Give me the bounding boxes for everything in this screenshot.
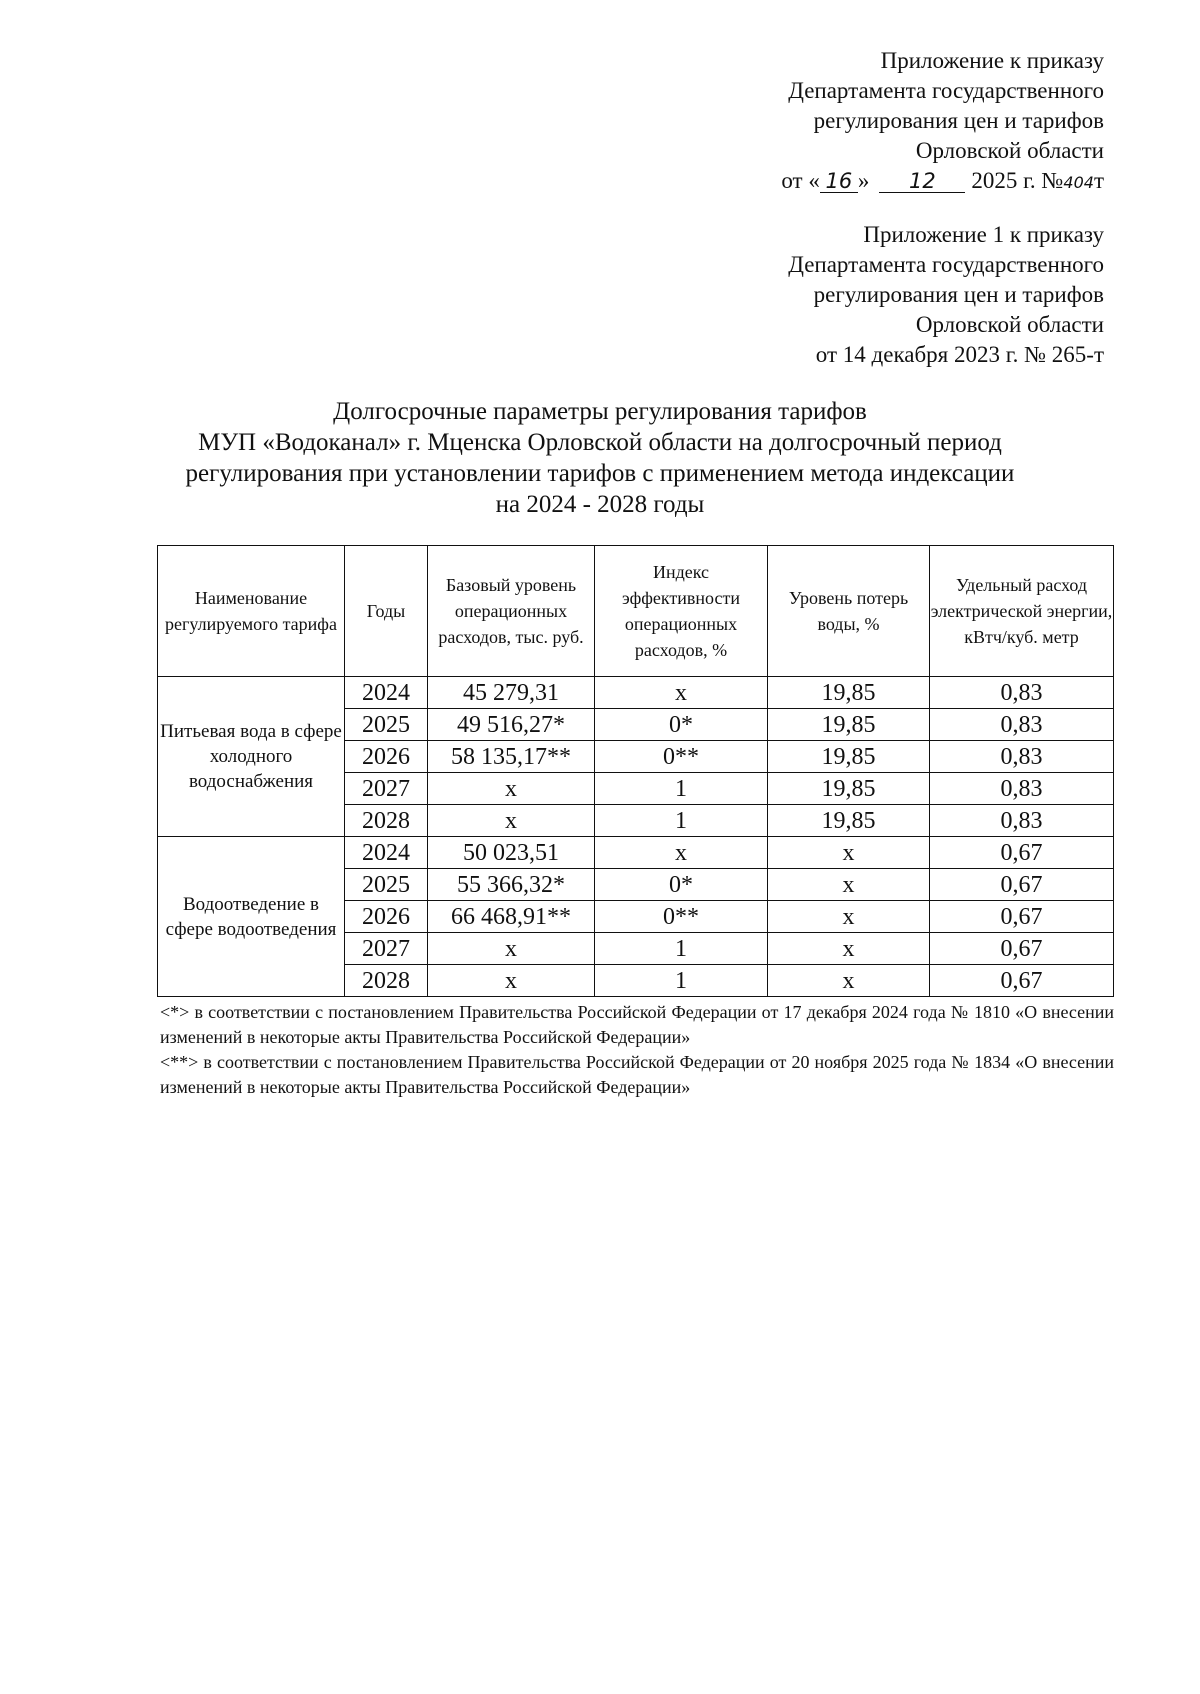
index-cell: х: [595, 677, 768, 709]
energy-cell: 0,67: [930, 837, 1114, 869]
header-energy-consumption: Удельный расход электрической энергии, кВтч/куб. метр: [930, 546, 1114, 677]
year-cell: 2024: [345, 837, 428, 869]
approval-line: Орловской области: [915, 138, 1104, 163]
date-prefix: от «: [781, 168, 820, 193]
opex-cell: х: [428, 773, 595, 805]
opex-cell: х: [428, 965, 595, 997]
year-cell: 2025: [345, 869, 428, 901]
losses-cell: х: [768, 933, 930, 965]
losses-cell: х: [768, 901, 930, 933]
header-efficiency-index: Индекс эффективности операционных расходов, %: [595, 546, 768, 677]
year-cell: 2026: [345, 741, 428, 773]
losses-cell: 19,85: [768, 709, 930, 741]
index-cell: 0*: [595, 869, 768, 901]
date-mid: »: [857, 168, 870, 193]
handwritten-day: 16: [820, 170, 858, 193]
year-cell: 2028: [345, 805, 428, 837]
year-cell: 2026: [345, 901, 428, 933]
opex-cell: х: [428, 805, 595, 837]
index-cell: 0**: [595, 901, 768, 933]
year-cell: 2027: [345, 933, 428, 965]
approval-line: Приложение 1 к приказу: [863, 222, 1104, 247]
energy-cell: 0,83: [930, 805, 1114, 837]
table-row: [158, 677, 1114, 709]
energy-cell: 0,83: [930, 773, 1114, 805]
footnote-1: <*> в соответствии с постановлением Правительства Российской Федерации от 17 декабря 2024 года № 1810 «О внесении изменений в некоторые акты Правительства Российской Федерации»: [160, 1002, 1114, 1047]
opex-cell: 66 468,91**: [428, 901, 595, 933]
table-row: [158, 837, 1114, 869]
title-line: на 2024 - 2028 годы: [495, 491, 705, 518]
losses-cell: 19,85: [768, 773, 930, 805]
energy-cell: 0,67: [930, 933, 1114, 965]
approval-block-original: [584, 220, 1104, 370]
header-years: Годы: [345, 546, 428, 677]
losses-cell: 19,85: [768, 741, 930, 773]
year-cell: 2025: [345, 709, 428, 741]
footnotes: [160, 1000, 1114, 1100]
index-cell: 1: [595, 933, 768, 965]
approval-line: от 14 декабря 2023 г. № 265-т: [815, 342, 1104, 367]
approval-line: Департамента государственного: [788, 252, 1104, 277]
tariff-parameters-table: [157, 545, 1114, 997]
losses-cell: 19,85: [768, 805, 930, 837]
opex-cell: 49 516,27*: [428, 709, 595, 741]
approval-block-current: [584, 46, 1104, 196]
energy-cell: 0,83: [930, 709, 1114, 741]
footnote-2: <**> в соответствии с постановлением Правительства Российской Федерации от 20 ноября 2025 года № 1834 «О внесении изменений в некоторые акты Правительства Российской Федерации»: [160, 1052, 1114, 1097]
losses-cell: х: [768, 965, 930, 997]
approval-line: регулирования цен и тарифов: [813, 108, 1104, 133]
handwritten-month: 12: [879, 170, 965, 193]
energy-cell: 0,67: [930, 869, 1114, 901]
opex-cell: 58 135,17**: [428, 741, 595, 773]
tariff-name-cell: Водоотведение в сфере водоотведения: [158, 837, 345, 997]
index-cell: х: [595, 837, 768, 869]
table-header-row: [158, 546, 1114, 677]
opex-cell: 55 366,32*: [428, 869, 595, 901]
year-cell: 2024: [345, 677, 428, 709]
opex-cell: х: [428, 933, 595, 965]
index-cell: 0**: [595, 741, 768, 773]
approval-line: Приложение к приказу: [880, 48, 1104, 73]
energy-cell: 0,67: [930, 965, 1114, 997]
title-line: регулирования при установлении тарифов с применением метода индексации: [185, 460, 1015, 487]
index-cell: 1: [595, 773, 768, 805]
header-base-opex: Базовый уровень операционных расходов, тыс. руб.: [428, 546, 595, 677]
title-line: Долгосрочные параметры регулирования тарифов: [333, 398, 867, 425]
index-cell: 1: [595, 805, 768, 837]
tariff-name-cell: Питьевая вода в сфере холодного водоснабжения: [158, 677, 345, 837]
approval-line: регулирования цен и тарифов: [813, 282, 1104, 307]
date-year: 2025 г. №: [971, 168, 1064, 193]
year-cell: 2028: [345, 965, 428, 997]
energy-cell: 0,83: [930, 677, 1114, 709]
year-cell: 2027: [345, 773, 428, 805]
losses-cell: х: [768, 869, 930, 901]
losses-cell: х: [768, 837, 930, 869]
date-suffix: т: [1093, 168, 1104, 193]
title-line: МУП «Водоканал» г. Мценска Орловской области на долгосрочный период: [198, 429, 1002, 456]
approval-date-line: [584, 166, 1104, 196]
opex-cell: 45 279,31: [428, 677, 595, 709]
opex-cell: 50 023,51: [428, 837, 595, 869]
document-title: [120, 396, 1080, 520]
index-cell: 1: [595, 965, 768, 997]
approval-line: Департамента государственного: [788, 78, 1104, 103]
energy-cell: 0,83: [930, 741, 1114, 773]
handwritten-number: 404: [1063, 173, 1094, 192]
energy-cell: 0,67: [930, 901, 1114, 933]
header-water-losses: Уровень потерь воды, %: [768, 546, 930, 677]
approval-line: Орловской области: [915, 312, 1104, 337]
index-cell: 0*: [595, 709, 768, 741]
losses-cell: 19,85: [768, 677, 930, 709]
header-tariff-name: Наименование регулируемого тарифа: [158, 546, 345, 677]
